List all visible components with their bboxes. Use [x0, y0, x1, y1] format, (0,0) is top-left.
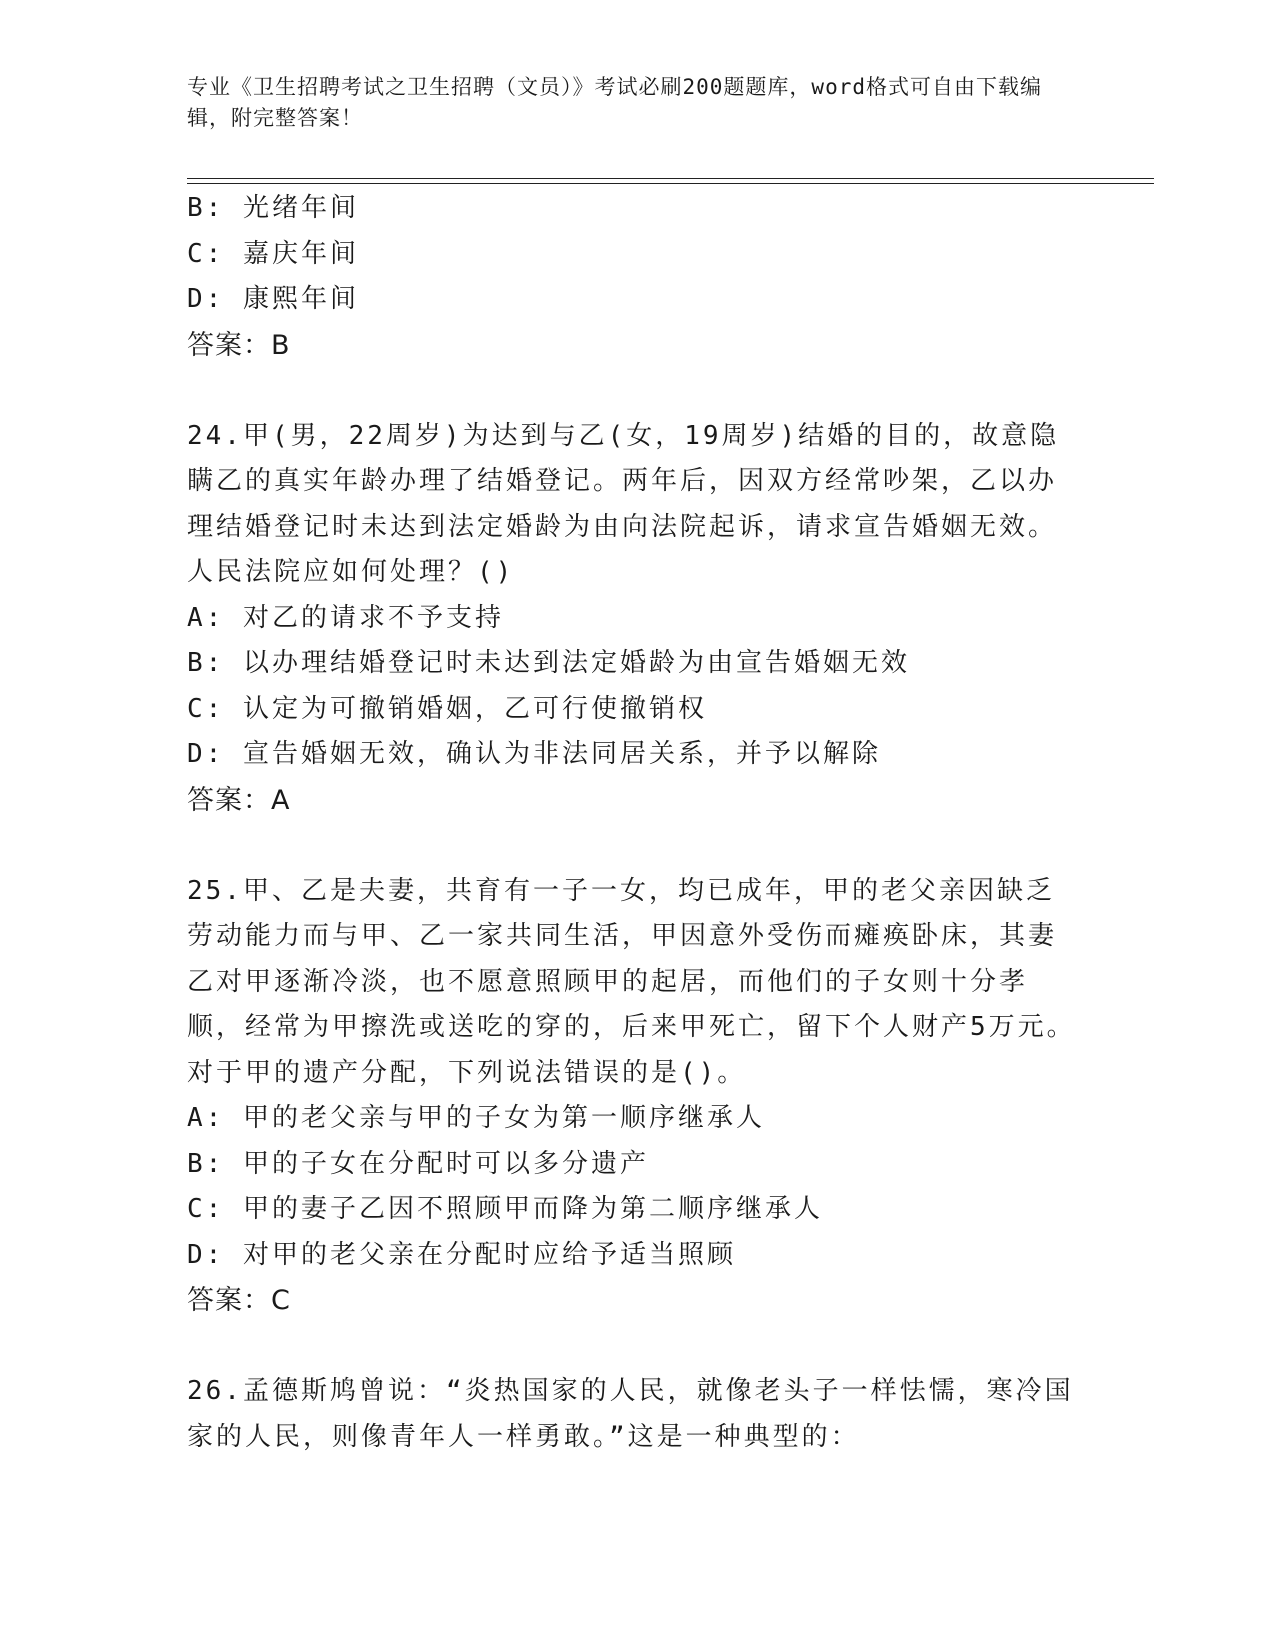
- document-header: 专业《卫生招聘考试之卫生招聘（文员）》考试必刷200题题库，word格式可自由下载编辑，附完整答案！: [187, 75, 1042, 130]
- question-26: [187, 1369, 1077, 1460]
- option-c: C: 嘉庆年间: [187, 238, 359, 269]
- document-body: [187, 186, 1077, 1460]
- option-d: D: 康熙年间: [187, 284, 359, 314]
- spacer: [187, 368, 1077, 414]
- question-text: 25.甲、乙是夫妻，共育有一子一女，均已成年，甲的老父亲因缺乏劳动能力而与甲、乙一家共同生活，甲因意外受伤而瘫痪卧床，其妻乙对甲逐渐冷淡，也不愿意照顾甲的起居，而他们的子女则十分孝顺，经常为甲擦洗或送吃的穿的，后来甲死亡，留下个人财产5万元。对于甲的遗产分配，下列说法错误的是()。: [187, 875, 1076, 1088]
- answer-line: 答案：B: [187, 329, 291, 361]
- option-a: A: 对乙的请求不予支持: [187, 602, 504, 633]
- option-b: B: 甲的子女在分配时可以多分遗产: [187, 1148, 649, 1179]
- question-text: 24.甲(男，22周岁)为达到与乙(女，19周岁)结婚的目的，故意隐瞒乙的真实年龄办理了结婚登记。两年后，因双方经常吵架，乙以办理结婚登记时未达到法定婚龄为由向法院起诉，请求宣告婚姻无效。人民法院应如何处理？(): [187, 420, 1060, 587]
- header-rule-bottom: [187, 183, 1154, 184]
- spacer: [187, 1324, 1077, 1370]
- header-rule-top: [187, 178, 1154, 179]
- option-a: A: 甲的老父亲与甲的子女为第一顺序继承人: [187, 1103, 765, 1133]
- option-c: C: 甲的妻子乙因不照顾甲而降为第二顺序继承人: [187, 1194, 823, 1224]
- option-b: B: 光绪年间: [187, 193, 359, 223]
- answer-line: 答案：C: [187, 1285, 291, 1316]
- answer-line: 答案：A: [187, 784, 291, 816]
- question-text: 26.孟德斯鸠曾说：“炎热国家的人民，就像老头子一样怯懦，寒冷国家的人民，则像青年人一样勇敢。”这是一种典型的：: [187, 1376, 1074, 1452]
- option-d: D: 对甲的老父亲在分配时应给予适当照顾: [187, 1239, 736, 1270]
- previous-question-block: [187, 186, 1077, 368]
- question-24: [187, 414, 1077, 824]
- option-c: C: 认定为可撤销婚姻，乙可行使撤销权: [187, 693, 707, 724]
- question-25: [187, 869, 1077, 1324]
- spacer: [187, 823, 1077, 869]
- option-b: B: 以办理结婚登记时未达到法定婚龄为由宣告婚姻无效: [187, 648, 910, 678]
- option-d: D: 宣告婚姻无效，确认为非法同居关系，并予以解除: [187, 739, 881, 769]
